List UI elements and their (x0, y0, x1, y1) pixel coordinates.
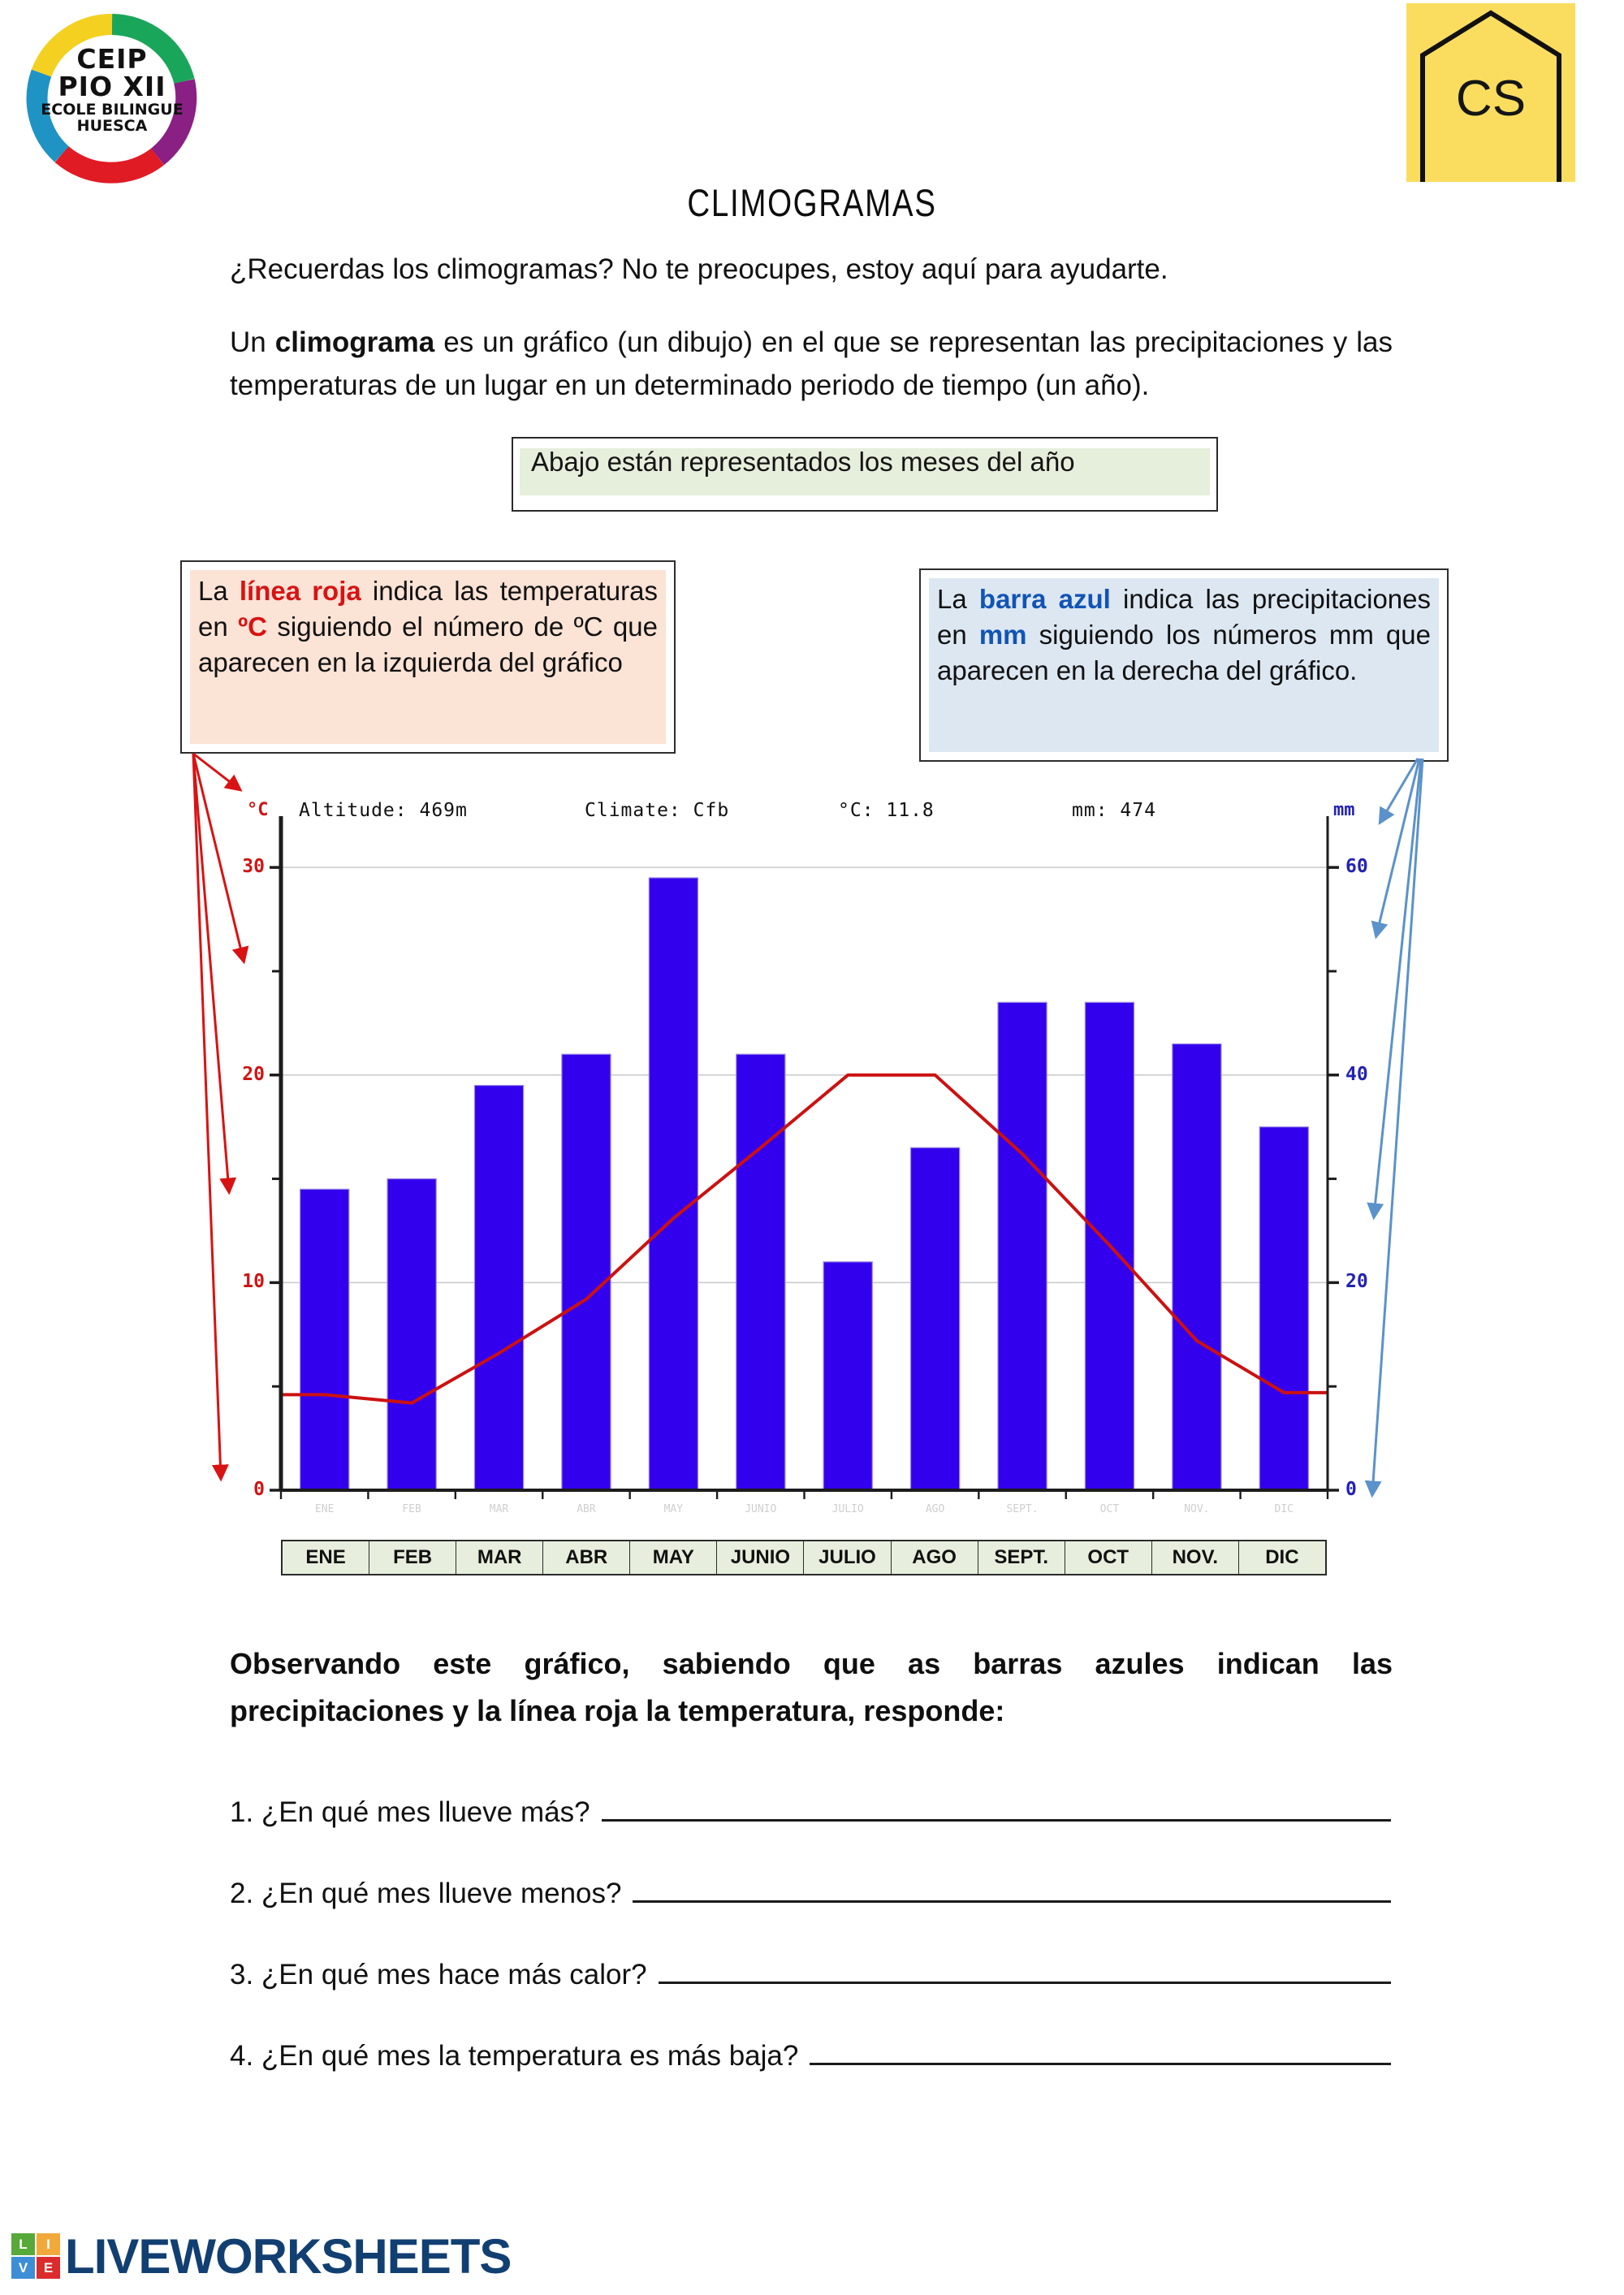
month-cell: MAY (630, 1541, 717, 1574)
month-cell: SEPT. (978, 1541, 1065, 1574)
y2-axis-tick-label: 20 (1345, 1271, 1368, 1293)
y-axis-tick-label: 10 (242, 1271, 265, 1293)
month-cell: MAR (456, 1541, 543, 1574)
month-cell: NOV. (1152, 1541, 1239, 1574)
y-axis-tick-label: 30 (242, 856, 265, 878)
x-axis-tick-label: SEPT. (1006, 1503, 1039, 1515)
logo-line-1: CEIP (76, 43, 148, 75)
x-axis-tick-label: JULIO (831, 1503, 864, 1515)
x-axis-tick-label: MAR (489, 1503, 509, 1515)
cp-p1: La (937, 584, 979, 614)
definition-after: es un gráfico (un dibujo) en el que se representan las precipitaciones y las temperaturas de un lugar en un determinado periodo de tiempo (un año). (230, 326, 1393, 402)
question-1 (230, 1796, 1391, 1829)
month-cell: JULIO (804, 1541, 891, 1574)
lw-square-i: I (37, 2233, 60, 2255)
ct-p3: siguiendo el número de ºC que aparecen en la izquierda del gráfico (198, 611, 658, 677)
month-cell: ENE (283, 1541, 369, 1574)
ct-p1: La (198, 576, 240, 606)
callout-precipitation-inner (929, 578, 1439, 752)
callout-temperature (180, 560, 676, 754)
callout-temperature-inner (190, 570, 666, 744)
x-axis-tick-label: OCT (1099, 1503, 1120, 1515)
subject-badge (1406, 3, 1575, 182)
climograph-chart (227, 776, 1389, 1531)
y2-axis-tick-label: 0 (1345, 1479, 1357, 1500)
month-cell: DIC (1265, 1546, 1299, 1568)
liveworksheets-footer (11, 2227, 515, 2285)
logo-line-4: HUESCA (76, 116, 148, 135)
y2-axis-tick-label: 60 (1345, 856, 1368, 878)
question-3 (230, 1959, 1391, 1991)
definition-paragraph (230, 321, 1393, 407)
definition-before: Un (230, 326, 275, 358)
question-4 (230, 2040, 1391, 2072)
ct-p2: indica las temperaturas en (198, 576, 659, 642)
left-axis-caption: °C (247, 800, 269, 820)
cp-hl1: barra azul (978, 584, 1111, 614)
liveworksheets-logo-icon (11, 2233, 62, 2280)
question-4-answer-line[interactable] (810, 2040, 1391, 2065)
subject-badge-label: CS (1455, 71, 1527, 127)
ct-hl2: ºC (238, 611, 268, 642)
logo-line-2: PIO XII (58, 70, 166, 102)
month-cell: AGO (892, 1541, 978, 1574)
month-cell: FEB (369, 1541, 456, 1574)
definition-bold-term: climograma (274, 326, 435, 358)
lw-square-e: E (37, 2257, 60, 2279)
question-1-text: 1. ¿En qué mes llueve más? (230, 1796, 590, 1828)
y-axis-tick-label: 20 (242, 1063, 265, 1085)
lw-square-l: L (11, 2233, 35, 2255)
chart-altitude: Altitude: 469m (299, 800, 468, 821)
question-3-text: 3. ¿En qué mes hace más calor? (230, 1959, 647, 1990)
chart-mean-temp: °C: 11.8 (838, 800, 935, 821)
logo-line-3: ECOLE BILINGUE (41, 101, 184, 119)
school-logo (15, 6, 209, 193)
page-title: CLIMOGRAMAS (687, 181, 937, 224)
cp-p3: siguiendo los números mm que aparecen en la derecha del gráfico. (937, 619, 1431, 685)
question-2-text: 2. ¿En qué mes llueve menos? (230, 1878, 622, 1909)
x-axis-tick-label: NOV. (1184, 1503, 1210, 1515)
cp-hl2: mm (978, 619, 1027, 650)
question-4-text: 4. ¿En qué mes la temperatura es más baja? (230, 2040, 799, 2072)
chart-climate: Climate: Cfb (585, 800, 730, 821)
callout-precipitation-text (929, 578, 1439, 689)
x-axis-tick-label: MAY (663, 1503, 684, 1515)
month-label-strip (281, 1540, 1327, 1575)
question-1-answer-line[interactable] (602, 1796, 1391, 1822)
months-note-box (512, 437, 1218, 512)
x-axis-tick-label: FEB (402, 1503, 421, 1515)
x-axis-tick-label: ENE (314, 1503, 335, 1515)
month-cell: ABR (543, 1541, 630, 1574)
month-cell: JUNIO (717, 1541, 804, 1574)
question-3-answer-line[interactable] (659, 1959, 1391, 1984)
chart-total-precip: mm: 474 (1072, 800, 1156, 821)
y2-axis-tick-label: 40 (1345, 1063, 1368, 1085)
liveworksheets-wordmark: LIVEWORKSHEETS (65, 2229, 512, 2284)
cp-p2: indica las precipitaciones en (937, 584, 1431, 650)
x-axis-tick-label: JUNIO (745, 1503, 777, 1515)
right-axis-caption: mm (1333, 800, 1355, 820)
months-note-text: Abajo están representados los meses del año (531, 447, 1075, 477)
chart-plot (227, 776, 1389, 1531)
question-2-answer-line[interactable] (633, 1878, 1391, 1903)
intro-line: ¿Recuerdas los climogramas? No te preocupes, estoy aquí para ayudarte. (230, 253, 1168, 285)
questions-intro: Observando este gráfico, sabiendo que as barras azules indican las precipitaciones y la línea roja la temperatura, responde: (230, 1647, 1393, 1728)
month-cell: OCT (1065, 1541, 1152, 1574)
lw-square-v: V (11, 2257, 35, 2279)
callout-precipitation (919, 568, 1449, 762)
x-axis-tick-label: AGO (925, 1503, 945, 1515)
ct-hl1: línea roja (239, 576, 361, 606)
x-axis-tick-label: DIC (1274, 1503, 1294, 1515)
y-axis-tick-label: 0 (253, 1479, 265, 1500)
question-2 (230, 1878, 1391, 1910)
x-axis-tick-label: ABR (577, 1503, 596, 1515)
callout-temperature-text (190, 570, 666, 681)
school-logo-text (15, 45, 209, 134)
